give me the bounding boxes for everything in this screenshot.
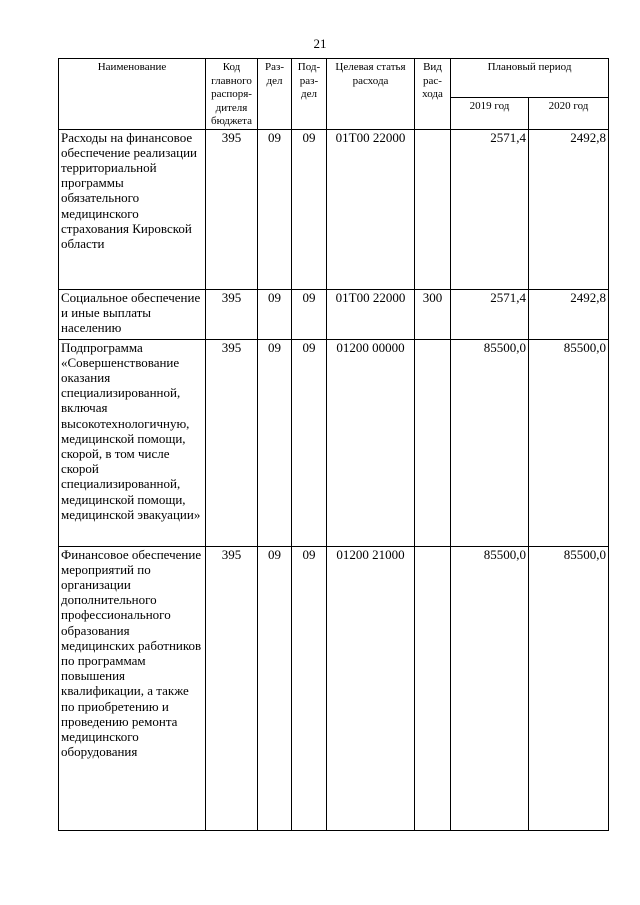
row-target: 01200 21000: [327, 546, 415, 830]
row-year-2020: 2492,8: [529, 289, 609, 339]
row-type: [415, 339, 451, 546]
row-code: 395: [206, 129, 258, 289]
row-year-2019: 2571,4: [451, 289, 529, 339]
row-subsection: 09: [292, 129, 327, 289]
row-section: 09: [258, 546, 292, 830]
header-planned-period: Плановый период: [451, 59, 609, 98]
table-row: [59, 546, 609, 830]
header-year-2020: 2020 год: [529, 98, 609, 129]
header-subsection: Под-раз-дел: [292, 59, 327, 130]
header-target: Целевая статья расхода: [327, 59, 415, 130]
header-code: Код главного распоря-дителя бюджета: [206, 59, 258, 130]
row-code: 395: [206, 289, 258, 339]
row-type: [415, 129, 451, 289]
header-row: [59, 59, 609, 98]
row-name: Социальное обеспечение и иные выплаты населению: [59, 289, 206, 339]
row-section: 09: [258, 289, 292, 339]
row-subsection: 09: [292, 339, 327, 546]
row-target: 01Т00 22000: [327, 289, 415, 339]
row-year-2019: 85500,0: [451, 546, 529, 830]
row-subsection: 09: [292, 289, 327, 339]
row-type: 300: [415, 289, 451, 339]
row-target: 01Т00 22000: [327, 129, 415, 289]
header-name: Наименование: [59, 59, 206, 130]
row-year-2020: 85500,0: [529, 339, 609, 546]
row-subsection: 09: [292, 546, 327, 830]
table-row: [59, 289, 609, 339]
budget-table: [58, 58, 609, 831]
row-name: Подпрограмма «Совершенствование оказания специализированной, включая высокотехнологичную, медицинской помощи, скорой, в том числе скорой специализированной, медицинской помощи, медицинской эвакуации»: [59, 339, 206, 546]
row-section: 09: [258, 129, 292, 289]
page-number: 21: [313, 36, 327, 51]
row-code: 395: [206, 546, 258, 830]
row-section: 09: [258, 339, 292, 546]
row-name: Расходы на финансовое обеспечение реализации территориальной программы обязательного медицинского страхования Кировской области: [59, 129, 206, 289]
row-year-2019: 85500,0: [451, 339, 529, 546]
header-type: Вид рас-хода: [415, 59, 451, 130]
table-row: [59, 339, 609, 546]
row-code: 395: [206, 339, 258, 546]
row-name: Финансовое обеспечение мероприятий по организации дополнительного профессионального образования медицинских работников по программам повышения квалификации, а также по приобретению и проведению ремонта медицинского оборудования: [59, 546, 206, 830]
header-section: Раз-дел: [258, 59, 292, 130]
row-year-2020: 85500,0: [529, 546, 609, 830]
table-row: [59, 129, 609, 289]
row-year-2020: 2492,8: [529, 129, 609, 289]
row-type: [415, 546, 451, 830]
row-target: 01200 00000: [327, 339, 415, 546]
row-year-2019: 2571,4: [451, 129, 529, 289]
header-year-2019: 2019 год: [451, 98, 529, 129]
